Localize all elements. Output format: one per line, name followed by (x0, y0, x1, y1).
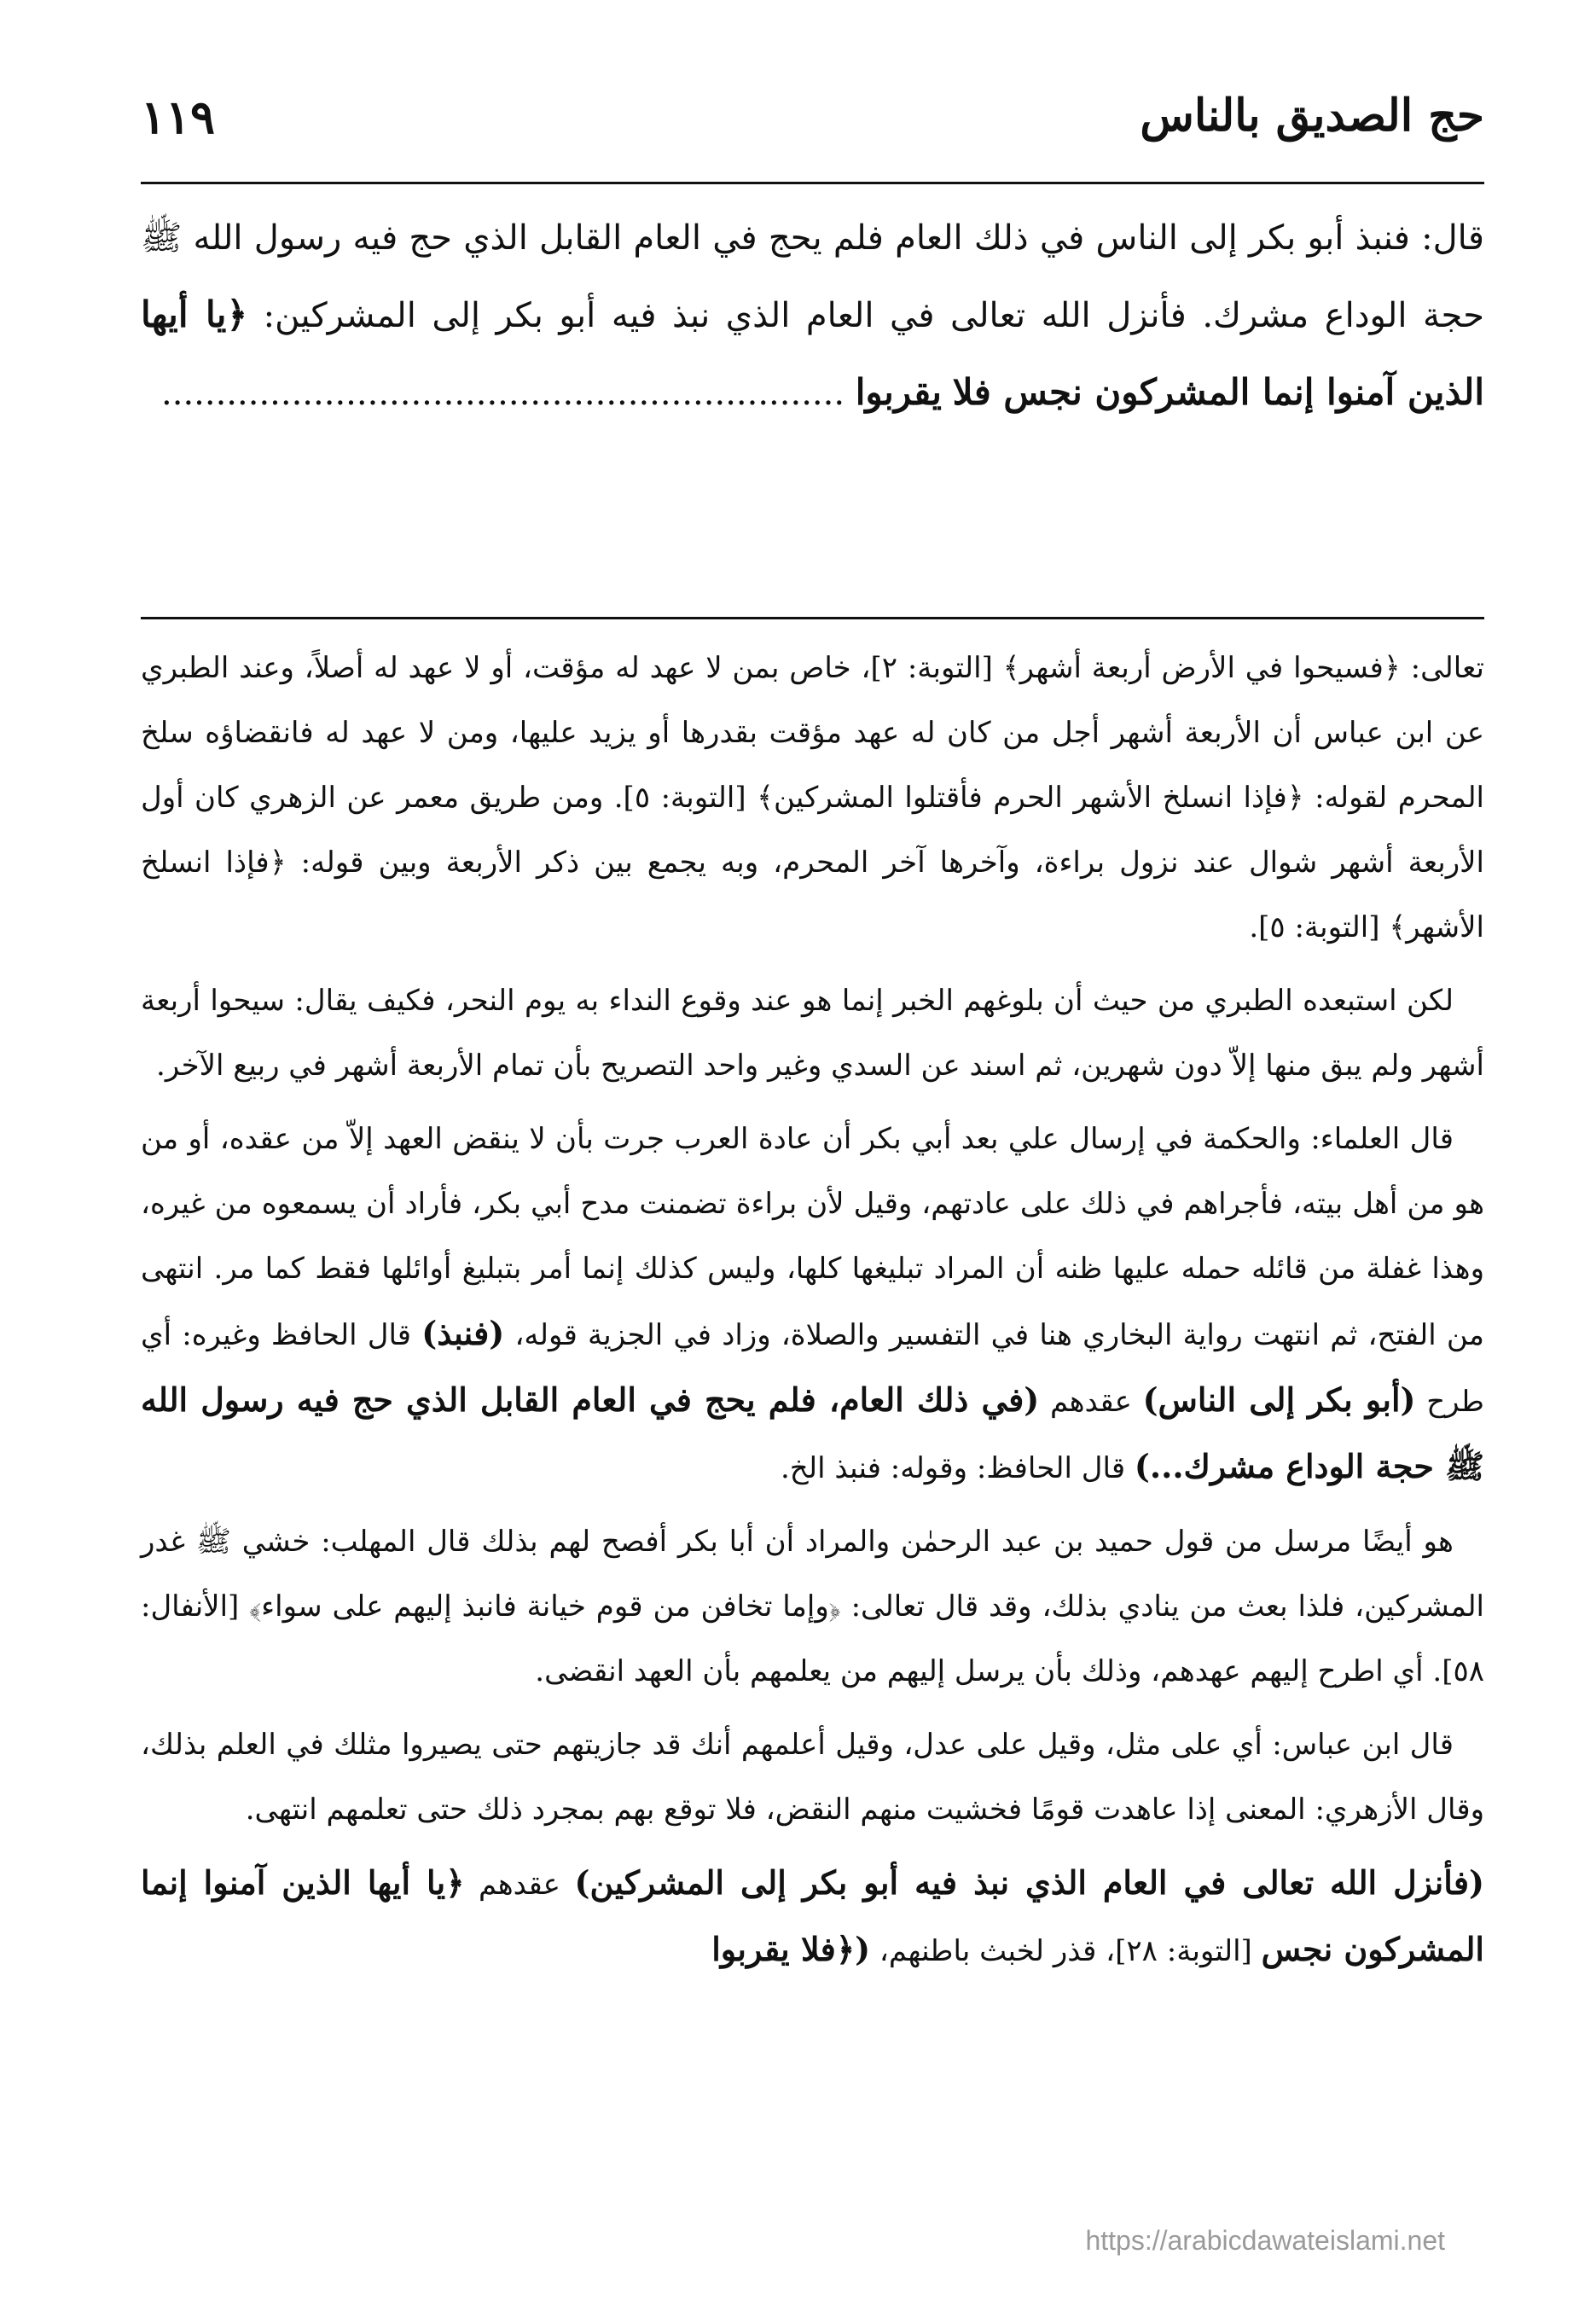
quoted-hadith: (فنبذ) (421, 1314, 505, 1352)
paragraph-text: عقدهم (1039, 1385, 1143, 1419)
paragraph-text: قال الحافظ وغيره: أي طرح (141, 1318, 1484, 1419)
running-title: حج الصديق بالناس (1140, 90, 1484, 142)
commentary-paragraph: لكن استبعده الطبري من حيث أن بلوغهم الخبر إنما هو عند وقوع النداء به يوم النحر، فكيف يقال: سيحوا أربعة أشهر ولم يبق منها إلاّ دون شهرين، ثم اسند عن السدي وغير واحد التصريح بأن تمام الأربعة أشهر في ربيع الآخر. (141, 984, 1484, 1083)
paragraph-text: [التوبة: ٢٨]، قذر لخبث باطنهم، (870, 1934, 1262, 1968)
hadith-text (141, 200, 1484, 610)
paragraph-text: قال الحافظ: وقوله: فنبذ الخ. (780, 1451, 1135, 1485)
hadith-line: قال: فنبذ أبو بكر إلى الناس في ذلك العام فلم يحج في العام القابل الذي (463, 218, 1484, 258)
page-header (141, 90, 1484, 171)
commentary-paragraph (141, 1107, 1484, 1501)
header-rule (141, 182, 1484, 184)
quran-verse-continuation: يقربوا (855, 371, 942, 413)
section-rule (141, 617, 1484, 619)
commentary-paragraph: تعالى: ﴿فسيحوا في الأرض أربعة أشهر﴾ [التوبة: ٢]، خاص بمن لا عهد له مؤقت، أو لا عهد له أصلاً، وعند الطبري عن ابن عباس أن الأربعة أشهر أجل من كان له عهد مؤقت بقدرها أو يزيد عليها، ومن لا عهد له فانقضاؤه سلخ المحرم لقوله: ﴿فإذا انسلخ الأشهر الحرم فأقتلوا المشركين﴾ [التوبة: ٥]. ومن طريق معمر عن الزهري كان أول الأربعة أشهر شوال عند نزول براءة، وآخرها آخر المحرم، وبه يجمع بين ذكر الأربعة وبين قوله: ﴿فإذا انسلخ الأشهر﴾ [التوبة: ٥]. (141, 651, 1485, 944)
commentary-paragraph: قال ابن عباس: أي على مثل، وقيل على عدل، وقيل أعلمهم أنك قد جازيتهم حتى يصيروا مثلك في العلم بذلك، وقال الأزهري: المعنى إذا عاهدت قومًا فخشيت منهم النقض، فلا توقع بهم بمجرد ذلك حتى تعلمهم انتهى. (141, 1728, 1484, 1827)
paragraph-text: عقدهم (464, 1868, 575, 1902)
book-page (141, 90, 1484, 2274)
quran-verse: ﴿يا أيها الذين آمنوا إنما المشركون نجس (141, 1863, 1484, 1968)
commentary-text (141, 636, 1484, 1992)
page-number: ١١٩ (141, 90, 216, 144)
watermark-url: https://arabicdawateislami.net (1085, 2225, 1445, 2256)
quran-verse: ﴿يا أيها الذين آمنوا إنما المشركون نجس فلا (141, 293, 1484, 413)
quoted-hadith: (في ذلك العام، فلم يحج في العام القابل الذي حج فيه رسول الله ﷺ حجة الوداع مشرك...) (141, 1380, 1484, 1485)
commentary-paragraph (141, 1850, 1484, 1984)
commentary-paragraph: هو أيضًا مرسل من قول حميد بن عبد الرحمٰن والمراد أن أبا بكر أفصح لهم بذلك قال المهلب: خشي ﷺ غدر المشركين، فلذا بعث من ينادي بذلك، وقد قال تعالى: ﴿وإما تخافن من قوم خيانة فانبذ إليهم على سواء﴾ [الأنفال: ٥٨]. أي اطرح إليهم عهدهم، وذلك بأن يرسل إليهم من يعلمهم بأن العهد انقضى. (141, 1525, 1484, 1688)
hadith-line: حج فيه رسول الله ﷺ حجة الوداع مشرك. فأنزل الله تعالى في العام الذي نبذ (141, 218, 1485, 335)
quran-verse: (﴿فلا يقربوا (711, 1930, 871, 1968)
paragraph-text: قال العلماء: والحكمة في إرسال علي بعد أبي بكر أن عادة العرب جرت بأن لا ينقض العهد إلاّ من عقده، أو من هو من أهل بيته، فأجراهم في ذلك على عادتهم، وقيل لأن براءة تضمنت مدح أبي بكر، فأراد أن يسمعوه من غيره، وهذا غفلة من قائله حمله عليها ظنه أن المراد تبليغها كلها، وليس كذلك إنما أمر بتبليغ أوائلها فقط كما مر. انتهى من الفتح، ثم انتهت رواية البخاري هنا في التفسير والصلاة، وزاد في الجزية قوله، (141, 1122, 1484, 1352)
quoted-hadith: (أبو بكر إلى الناس) (1142, 1380, 1416, 1419)
continuation-dots: ............................................................... (161, 374, 856, 413)
quoted-hadith: (فأنزل الله تعالى في العام الذي نبذ فيه أبو بكر إلى المشركين) (574, 1863, 1484, 1902)
hadith-line: فيه أبو بكر إلى المشركين: (247, 296, 657, 335)
